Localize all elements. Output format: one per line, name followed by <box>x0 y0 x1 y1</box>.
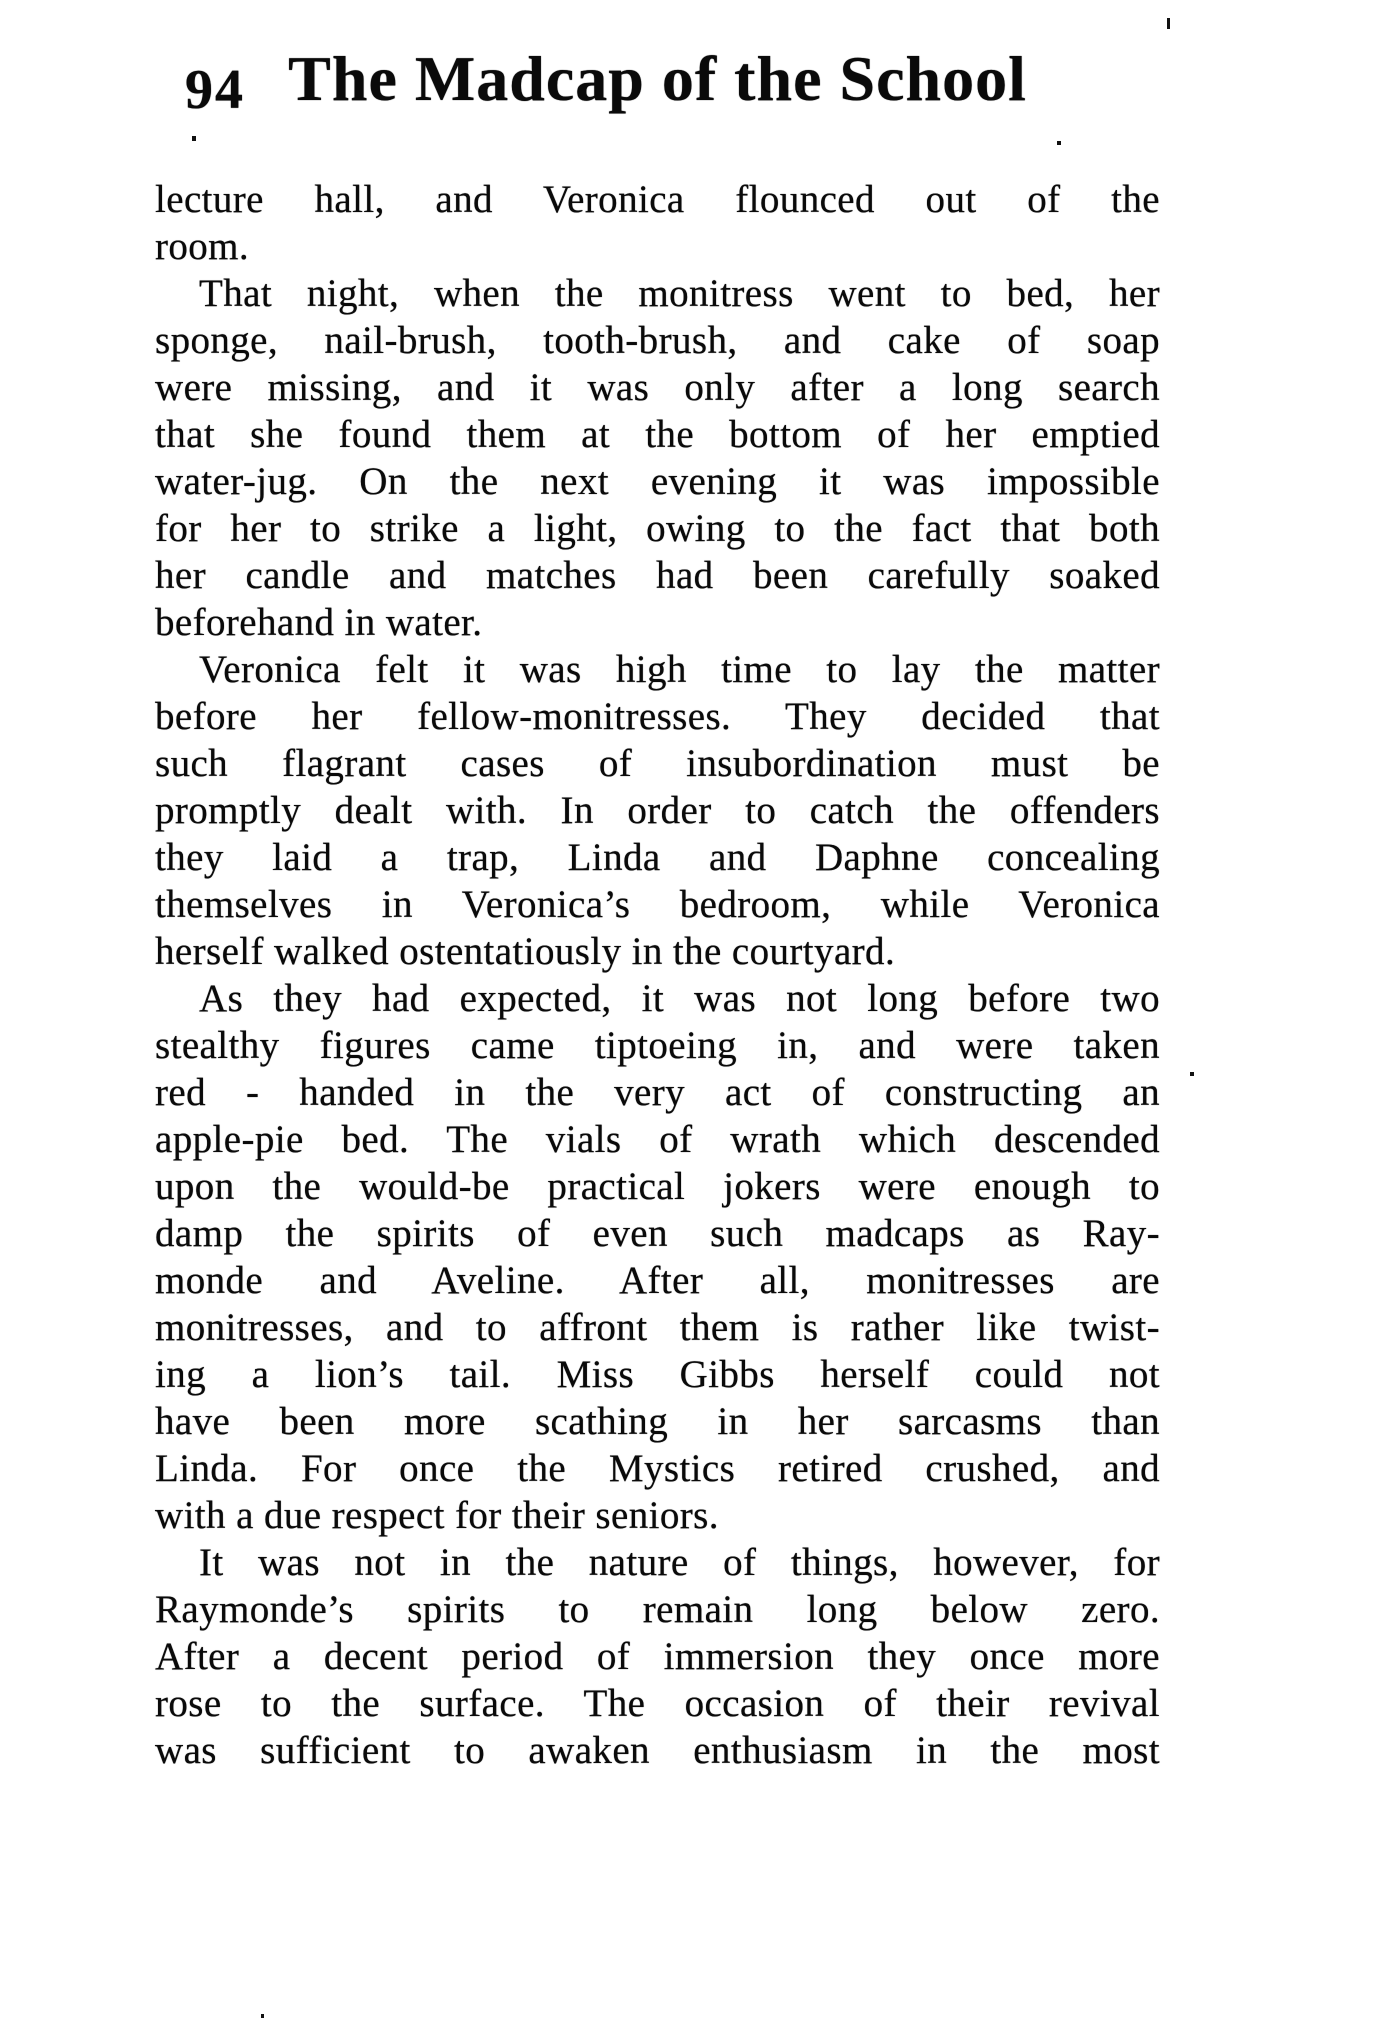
text-line: were missing, and it was only after a long search <box>155 366 1160 409</box>
text-line: monde and Aveline. After all, monitresses are <box>155 1259 1160 1302</box>
text-line: As they had expected, it was not long before two <box>199 977 1160 1020</box>
text-line: monitresses, and to affront them is rather like twist- <box>155 1306 1160 1349</box>
text-line: have been more scathing in her sarcasms than <box>155 1400 1160 1443</box>
text-line: That night, when the monitress went to bed, her <box>199 272 1160 315</box>
text-line: After a decent period of immersion they once more <box>155 1635 1160 1678</box>
text-line: damp the spirits of even such madcaps as Ray- <box>155 1212 1160 1255</box>
text-line: herself walked ostentatiously in the courtyard. <box>155 930 896 973</box>
page-header-title: The Madcap of the School <box>288 43 1027 114</box>
page-body <box>155 176 1160 1774</box>
text-line: upon the would-be practical jokers were enough to <box>155 1165 1160 1208</box>
text-line: for her to strike a light, owing to the fact that both <box>155 507 1160 550</box>
text-line: stealthy figures came tiptoeing in, and were taken <box>155 1024 1160 1067</box>
text-line: apple-pie bed. The vials of wrath which descended <box>155 1118 1160 1161</box>
text-line: red - handed in the very act of constructing an <box>155 1071 1160 1114</box>
paragraph <box>155 1539 1160 1774</box>
text-line: Veronica felt it was high time to lay the matter <box>199 648 1160 691</box>
text-line: with a due respect for their seniors. <box>155 1494 719 1537</box>
page-number: 94 <box>185 59 245 121</box>
running-header <box>155 42 1160 132</box>
text-line: that she found them at the bottom of her emptied <box>155 413 1160 456</box>
text-line: her candle and matches had been carefully soaked <box>155 554 1160 597</box>
paragraph <box>155 975 1160 1539</box>
text-line: lecture hall, and Veronica flounced out of the <box>155 178 1160 221</box>
scan-speck <box>192 136 196 141</box>
text-line: water-jug. On the next evening it was impossible <box>155 460 1160 503</box>
text-line: was sufficient to awaken enthusiasm in the most <box>155 1729 1160 1772</box>
text-line: It was not in the nature of things, however, for <box>199 1541 1160 1584</box>
paragraph <box>155 176 1160 270</box>
text-line: sponge, nail-brush, tooth-brush, and cake of soap <box>155 319 1160 362</box>
text-line: beforehand in water. <box>155 601 483 644</box>
text-line: ing a lion’s tail. Miss Gibbs herself could not <box>155 1353 1160 1396</box>
text-line: promptly dealt with. In order to catch the offenders <box>155 789 1160 832</box>
scan-speck <box>261 2014 264 2018</box>
text-line: Linda. For once the Mystics retired crushed, and <box>155 1447 1160 1490</box>
scan-speck <box>1190 1072 1194 1076</box>
paragraph <box>155 270 1160 646</box>
text-line: room. <box>155 225 250 268</box>
scan-speck <box>1057 141 1061 145</box>
paragraph <box>155 646 1160 975</box>
scan-speck <box>1167 18 1170 29</box>
text-line: such flagrant cases of insubordination must be <box>155 742 1160 785</box>
text-line: they laid a trap, Linda and Daphne concealing <box>155 836 1160 879</box>
text-line: before her fellow-monitresses. They decided that <box>155 695 1160 738</box>
text-line: themselves in Veronica’s bedroom, while Veronica <box>155 883 1160 926</box>
text-line: rose to the surface. The occasion of their revival <box>155 1682 1160 1725</box>
text-line: Raymonde’s spirits to remain long below zero. <box>155 1588 1160 1631</box>
